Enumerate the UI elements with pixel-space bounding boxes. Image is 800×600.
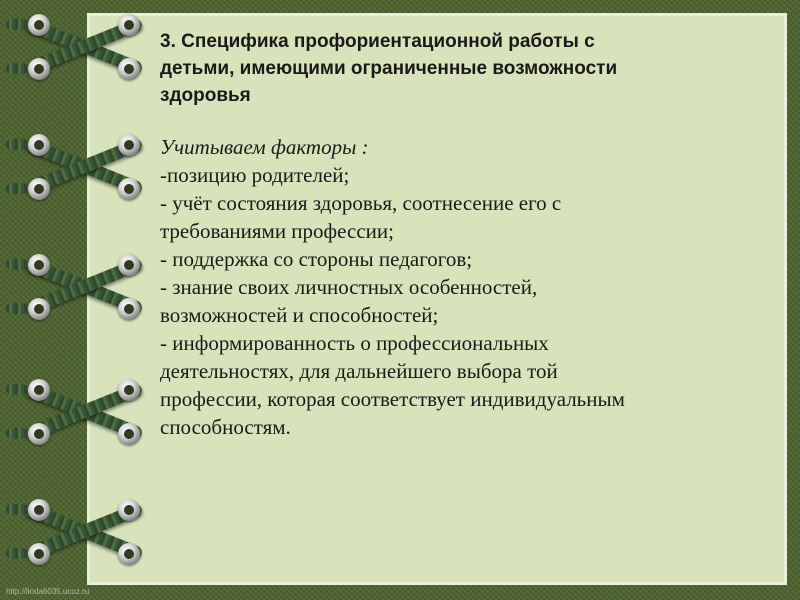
grommet-icon — [28, 254, 50, 276]
source-watermark: http://linda6035.ucoz.ru — [6, 587, 90, 596]
grommet-icon — [28, 423, 50, 445]
factor-line: - информированность о профессиональных — [160, 331, 549, 355]
grommet-icon — [118, 298, 140, 320]
grommet-icon — [28, 58, 50, 80]
grommet-icon — [28, 14, 50, 36]
factor-line: профессии, которая соответствует индивидуальным — [160, 387, 625, 411]
factor-line: требованиями профессии; — [160, 219, 394, 243]
grommet-icon — [118, 14, 140, 36]
grommet-icon — [118, 134, 140, 156]
lace-cord-end — [6, 63, 28, 74]
lace-group — [0, 0, 148, 90]
grommet-icon — [28, 178, 50, 200]
lace-cord-end — [6, 384, 28, 395]
slide-title: 3. Специфика профориентационной работы с детьми, имеющими ограниченные возможности здоровья — [160, 31, 618, 106]
lace-group — [0, 120, 148, 210]
factor-line: - знание своих личностных особенностей, — [160, 275, 538, 299]
grommet-icon — [118, 499, 140, 521]
slide-text-block — [160, 28, 760, 441]
lace-cord-end — [6, 259, 28, 270]
grommet-icon — [28, 499, 50, 521]
grommet-icon — [28, 134, 50, 156]
grommet-icon — [28, 379, 50, 401]
grommet-icon — [118, 58, 140, 80]
factor-line: - учёт состояния здоровья, соотнесение его с — [160, 191, 562, 215]
lace-cord-end — [6, 19, 28, 30]
factor-line: способностям. — [160, 415, 291, 439]
factor-line: возможностей и способностей; — [160, 303, 439, 327]
grommet-icon — [118, 543, 140, 565]
factor-line: -позицию родителей; — [160, 163, 350, 187]
lace-cord-end — [6, 504, 28, 515]
factor-line: деятельностях, для дальнейшего выбора той — [160, 359, 558, 383]
lace-cord-end — [6, 183, 28, 194]
lace-cord-end — [6, 139, 28, 150]
factors-heading: Учитываем факторы : — [160, 135, 369, 159]
grommet-icon — [118, 379, 140, 401]
grommet-icon — [118, 423, 140, 445]
lace-cord-end — [6, 303, 28, 314]
lace-cord-end — [6, 428, 28, 439]
lace-group — [0, 365, 148, 455]
grommet-icon — [118, 254, 140, 276]
grommet-icon — [28, 298, 50, 320]
lace-group — [0, 485, 148, 575]
factor-line: - поддержка со стороны педагогов; — [160, 247, 473, 271]
grommet-icon — [118, 178, 140, 200]
laced-border-decoration — [0, 0, 148, 600]
lace-cord-end — [6, 548, 28, 559]
grommet-icon — [28, 543, 50, 565]
lace-group — [0, 240, 148, 330]
